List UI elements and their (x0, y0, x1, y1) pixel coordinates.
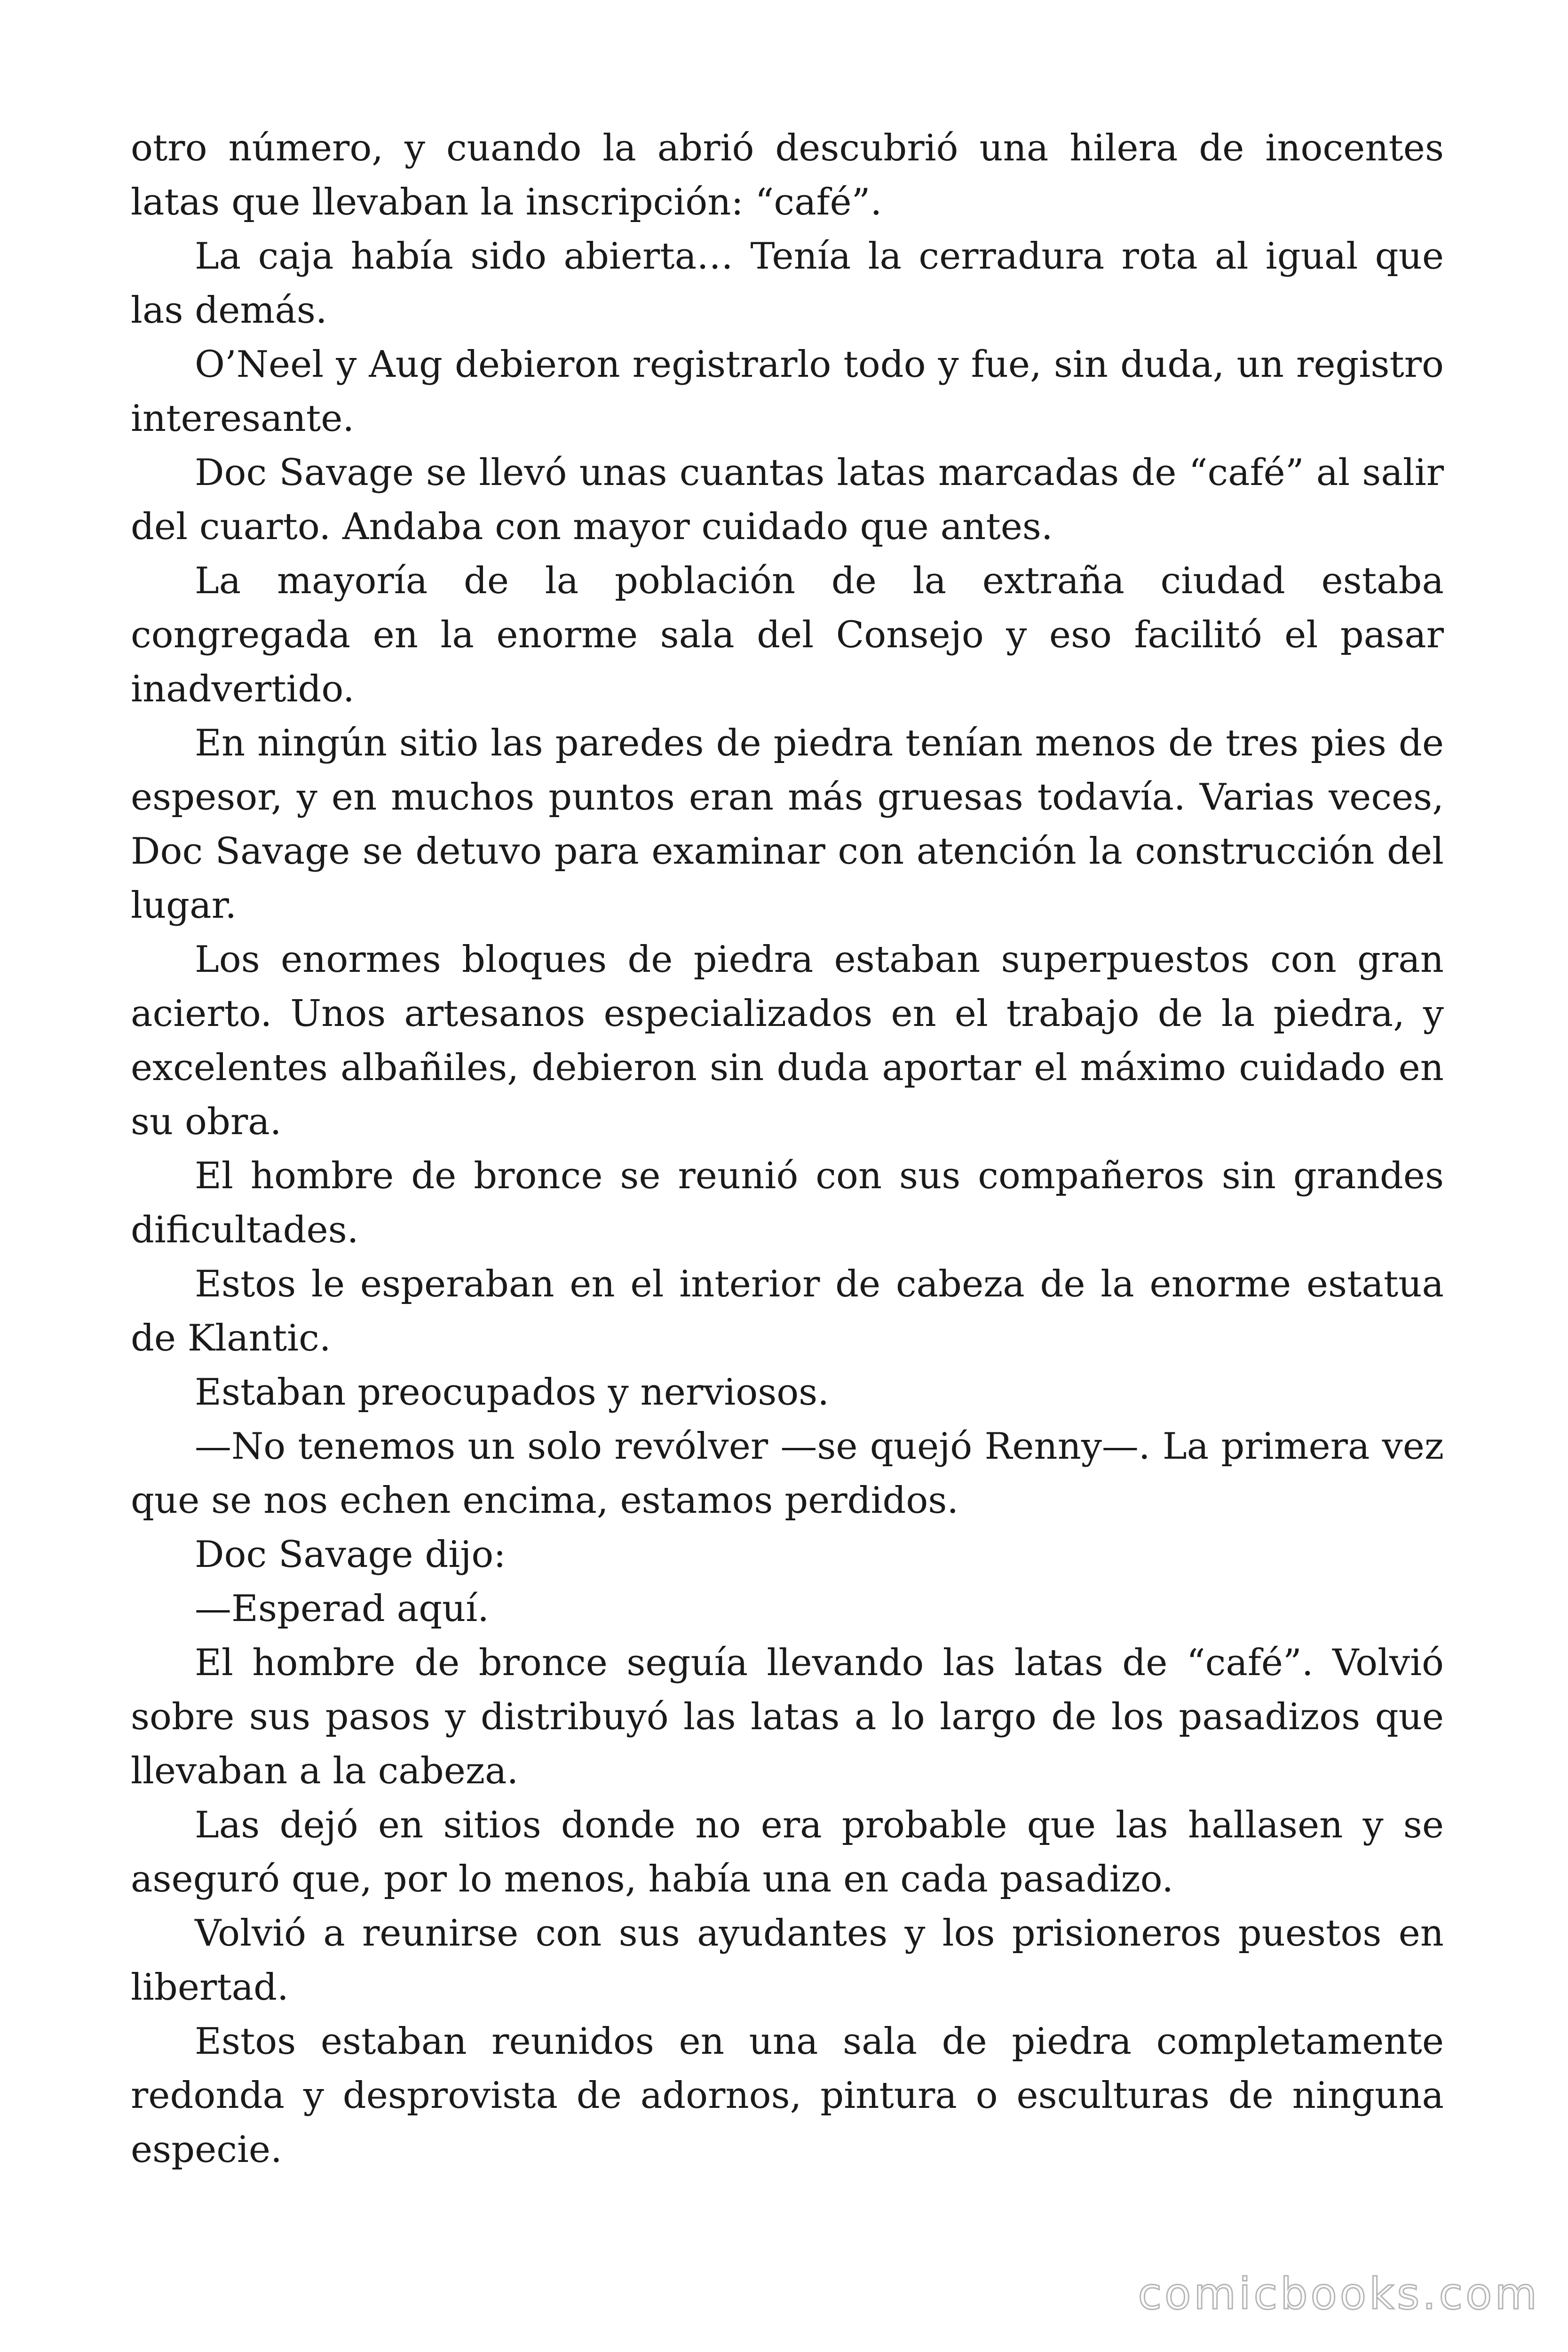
dialogue-paragraph: —Esperad aquí. (195, 1588, 489, 1630)
paragraph: otro número, y cuando la abrió descubrió una hilera de inocentes latas que llevaban la inscripción: “café”. (131, 127, 1444, 223)
paragraph: La mayoría de la población de la extraña ciudad estaba congregada en la enorme sala del Consejo y eso facilitó el pasar inadvertido. (131, 560, 1444, 710)
body-text (131, 121, 1444, 2177)
paragraph: El hombre de bronce se reunió con sus compañeros sin grandes dificultades. (131, 1155, 1444, 1251)
paragraph: Estos estaban reunidos en una sala de piedra completamente redonda y desprovista de adornos, pintura o esculturas de ninguna especie. (131, 2020, 1444, 2171)
paragraph: Estos le esperaban en el interior de cabeza de la enorme estatua de Klantic. (131, 1263, 1444, 1359)
watermark: comicbooks.com (1138, 2269, 1540, 2319)
paragraph: Los enormes bloques de piedra estaban superpuestos con gran acierto. Unos artesanos especializados en el trabajo de la piedra, y excelentes albañiles, debieron sin duda aportar el máximo cuidado en su obra. (131, 938, 1444, 1143)
paragraph: Estaban preocupados y nerviosos. (195, 1371, 830, 1414)
dialogue-paragraph: —No tenemos un solo revólver —se quejó Renny—. La primera vez que se nos echen encima, estamos perdidos. (131, 1425, 1444, 1522)
paragraph: La caja había sido abierta… Tenía la cerradura rota al igual que las demás. (131, 235, 1444, 332)
paragraph: Doc Savage dijo: (195, 1534, 506, 1576)
paragraph: En ningún sitio las paredes de piedra tenían menos de tres pies de espesor, y en muchos puntos eran más gruesas todavía. Varias veces, Doc Savage se detuvo para examinar con atención la construcción del lugar. (131, 722, 1444, 927)
paragraph: Doc Savage se llevó unas cuantas latas marcadas de “café” al salir del cuarto. Andaba con mayor cuidado que antes. (131, 452, 1444, 548)
paragraph: El hombre de bronce seguía llevando las latas de “café”. Volvió sobre sus pasos y distribuyó las latas a lo largo de los pasadizos que llevaban a la cabeza. (131, 1642, 1444, 1792)
paragraph: Las dejó en sitios donde no era probable que las hallasen y se aseguró que, por lo menos, había una en cada pasadizo. (131, 1804, 1444, 1900)
paragraph: O’Neel y Aug debieron registrarlo todo y fue, sin duda, un registro interesante. (131, 343, 1444, 440)
paragraph: Volvió a reunirse con sus ayudantes y los prisioneros puestos en libertad. (131, 1912, 1444, 2009)
